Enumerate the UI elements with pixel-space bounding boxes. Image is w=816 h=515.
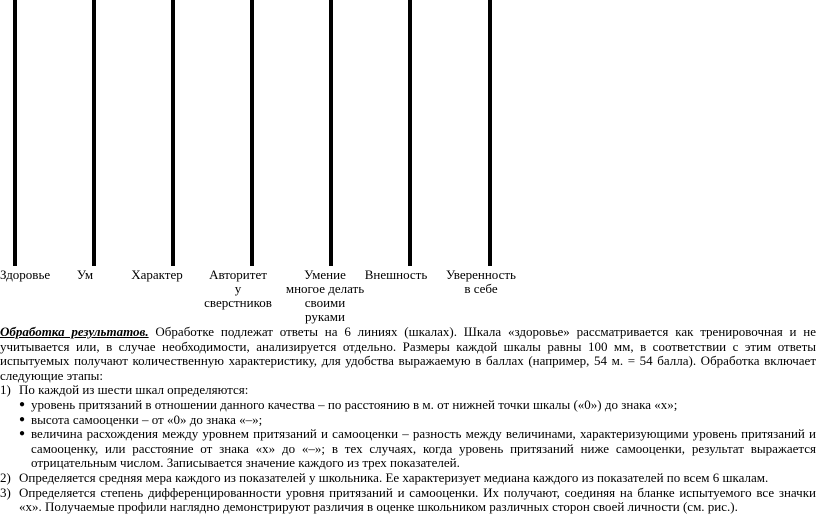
bullet-icon: ● <box>19 413 26 425</box>
step-2 <box>0 471 816 486</box>
step-3 <box>0 486 816 515</box>
step-text: По каждой из шести шкал определяются: <box>19 382 249 398</box>
scale-line-authority <box>250 0 254 266</box>
bullet-icon: ● <box>19 398 26 410</box>
processing-intro-text: Обработке подлежат ответы на 6 линиях (шкалах). Шкала «здоровье» рассматривается как тренировочная и не учитывается или, в случае необходимости, анализируется отдельно. Размеры каждой шкалы равны 100 мм, в соответствии с этим ответы испытуемых получают количественную характеристику, для удобства выражаемую в баллах (например, 54 м. = 54 балла). Обработка включает следующие этапы: <box>0 324 816 383</box>
scale-label-mind: Ум <box>76 267 94 282</box>
step-text: Определяется степень дифференцированности уровня притязаний и самооценки. Их получают, соединяя на бланке испытуемого все значки «х». Получаемые профили наглядно демонстрируют различия в оценке школьником различных сторон своей личности (см. рис.). <box>19 484 816 515</box>
scale-line-mind <box>92 0 96 266</box>
scale-label-authority: Авторитет у сверстников <box>204 267 272 310</box>
processing-heading: Обработка результатов. <box>0 324 149 339</box>
step-text: Определяется средняя мера каждого из показателей у школьника. Ее характеризует медиана каждого из показателей по всем 6 шкалам. <box>19 469 769 485</box>
bullet-icon: ● <box>19 428 26 440</box>
scale-line-health <box>13 0 17 266</box>
bullet-text: высота самооценки – от «0» до знака «–»; <box>31 411 263 427</box>
scale-line-confidence <box>488 0 492 266</box>
processing-intro-paragraph <box>0 325 816 383</box>
bullet-text: уровень притязаний в отношении данного качества – по расстоянию в м. от нижней точки шкалы («0») до знака «х»; <box>31 396 678 412</box>
scale-line-character <box>171 0 175 266</box>
step-number: 1) <box>0 382 11 398</box>
scale-label-character: Характер <box>131 267 183 282</box>
bullet-text: величина расхождения между уровнем притязаний и самооценки – разность между величинами, характеризующими уровень притязаний и самооценку, или расстояние от знака «х» до «–»; в тех случаях, когда уровень притязаний ниже самооценки, результат выражается отрицательным числом. Записывается значение каждого из трех показателей. <box>31 426 816 471</box>
step-1 <box>0 383 816 398</box>
scale-line-skill <box>329 0 333 266</box>
step-number: 2) <box>0 469 11 485</box>
step-1-bullet-1 <box>0 398 816 413</box>
step-1-bullet-3 <box>0 427 816 471</box>
step-1-bullet-2 <box>0 413 816 428</box>
step-number: 3) <box>0 484 11 500</box>
scale-label-appearance: Внешность <box>364 267 428 282</box>
scale-label-confidence: Уверенность в себе <box>446 267 516 296</box>
scale-label-health: Здоровье <box>0 267 51 282</box>
scale-label-skill: Умение многое делать своими руками <box>285 267 365 324</box>
processing-section <box>0 325 816 515</box>
scale-line-appearance <box>408 0 412 266</box>
